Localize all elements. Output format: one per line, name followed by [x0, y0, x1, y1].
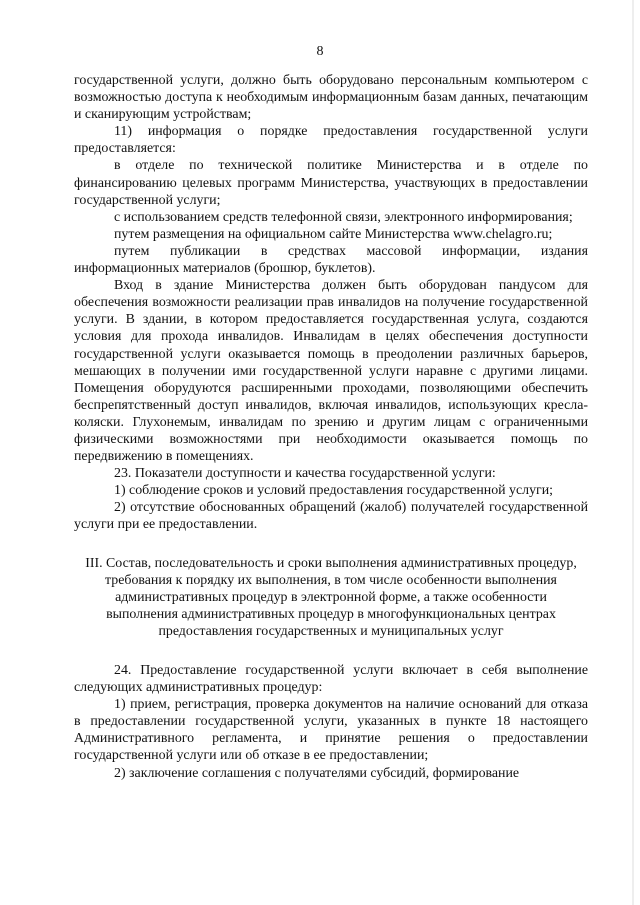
paragraph: 23. Показатели доступности и качества государственной услуги: — [114, 466, 496, 482]
paragraphs-before-heading — [74, 72, 588, 534]
paragraphs-after-heading — [74, 662, 588, 782]
paragraph: 1) прием, регистрация, проверка документов на наличие оснований для отказа в предоставлении государственной услуги, указанных в пункте 18 настоящего Административного регламента, и принятие решения о предоставлении государственной услуги или об отказе в ее предоставлении; — [74, 697, 588, 764]
paragraph: в отделе по технической политике Министерства и в отделе по финансированию целевых программ Министерства, участвующих в предоставлении государственной услуги; — [74, 158, 588, 208]
paragraph: 2) отсутствие обоснованных обращений (жалоб) получателей государственной услуги при ее предоставлении. — [74, 500, 588, 533]
paragraph: 2) заключение соглашения с получателями субсидий, формирование — [114, 765, 520, 781]
paragraph: путем размещения на официальном сайте Министерства www.chelagro.ru; — [114, 226, 553, 242]
paragraph: 24. Предоставление государственной услуги включает в себя выполнение следующих административных процедур: — [74, 663, 588, 696]
document-body — [74, 72, 588, 782]
scan-edge-line — [632, 0, 634, 905]
section-heading: III. Состав, последовательность и сроки выполнения административных процедур, требования к порядку их выполнения, в том числе особенности выполнения административных процедур в электронной форме, а также особенности выполнения административных процедур в многофункциональных центрах предоставления государственных и муниципальных услуг — [85, 555, 577, 639]
paragraph: государственной услуги, должно быть оборудовано персональным компьютером с возможностью доступа к необходимым информационным базам данных, печатающим и сканирующим устройствам; — [74, 73, 588, 123]
paragraph: с использованием средств телефонной связи, электронного информирования; — [114, 209, 573, 225]
paragraph: путем публикации в средствах массовой информации, издания информационных материалов (брошюр, буклетов). — [74, 243, 588, 277]
paragraph: Вход в здание Министерства должен быть оборудован пандусом для обеспечения возможности реализации прав инвалидов на получение государственной услуги. В здании, в котором предоставляется государственная услуга, создаются условия для прохода инвалидов. Инвалидам в целях обеспечения доступности государственной услуги оказывается помощь в преодолении различных барьеров, мешающих в получении ими государственной услуги наравне с другими лицами. Помещения оборудуются расширенными проходами, позволяющими обеспечить беспрепятственный доступ инвалидов, включая инвалидов, использующих кресла-коляски. Глухонемым, инвалидам по зрению и другим лицам с ограниченными физическими возможностями при необходимости оказывается помощь по передвижению в помещениях. — [74, 278, 588, 465]
paragraph: 11) информация о порядке предоставления государственной услуги предоставляется: — [74, 124, 588, 157]
page-number: 8 — [316, 44, 324, 59]
paragraph: 1) соблюдение сроков и условий предоставления государственной услуги; — [114, 483, 554, 499]
